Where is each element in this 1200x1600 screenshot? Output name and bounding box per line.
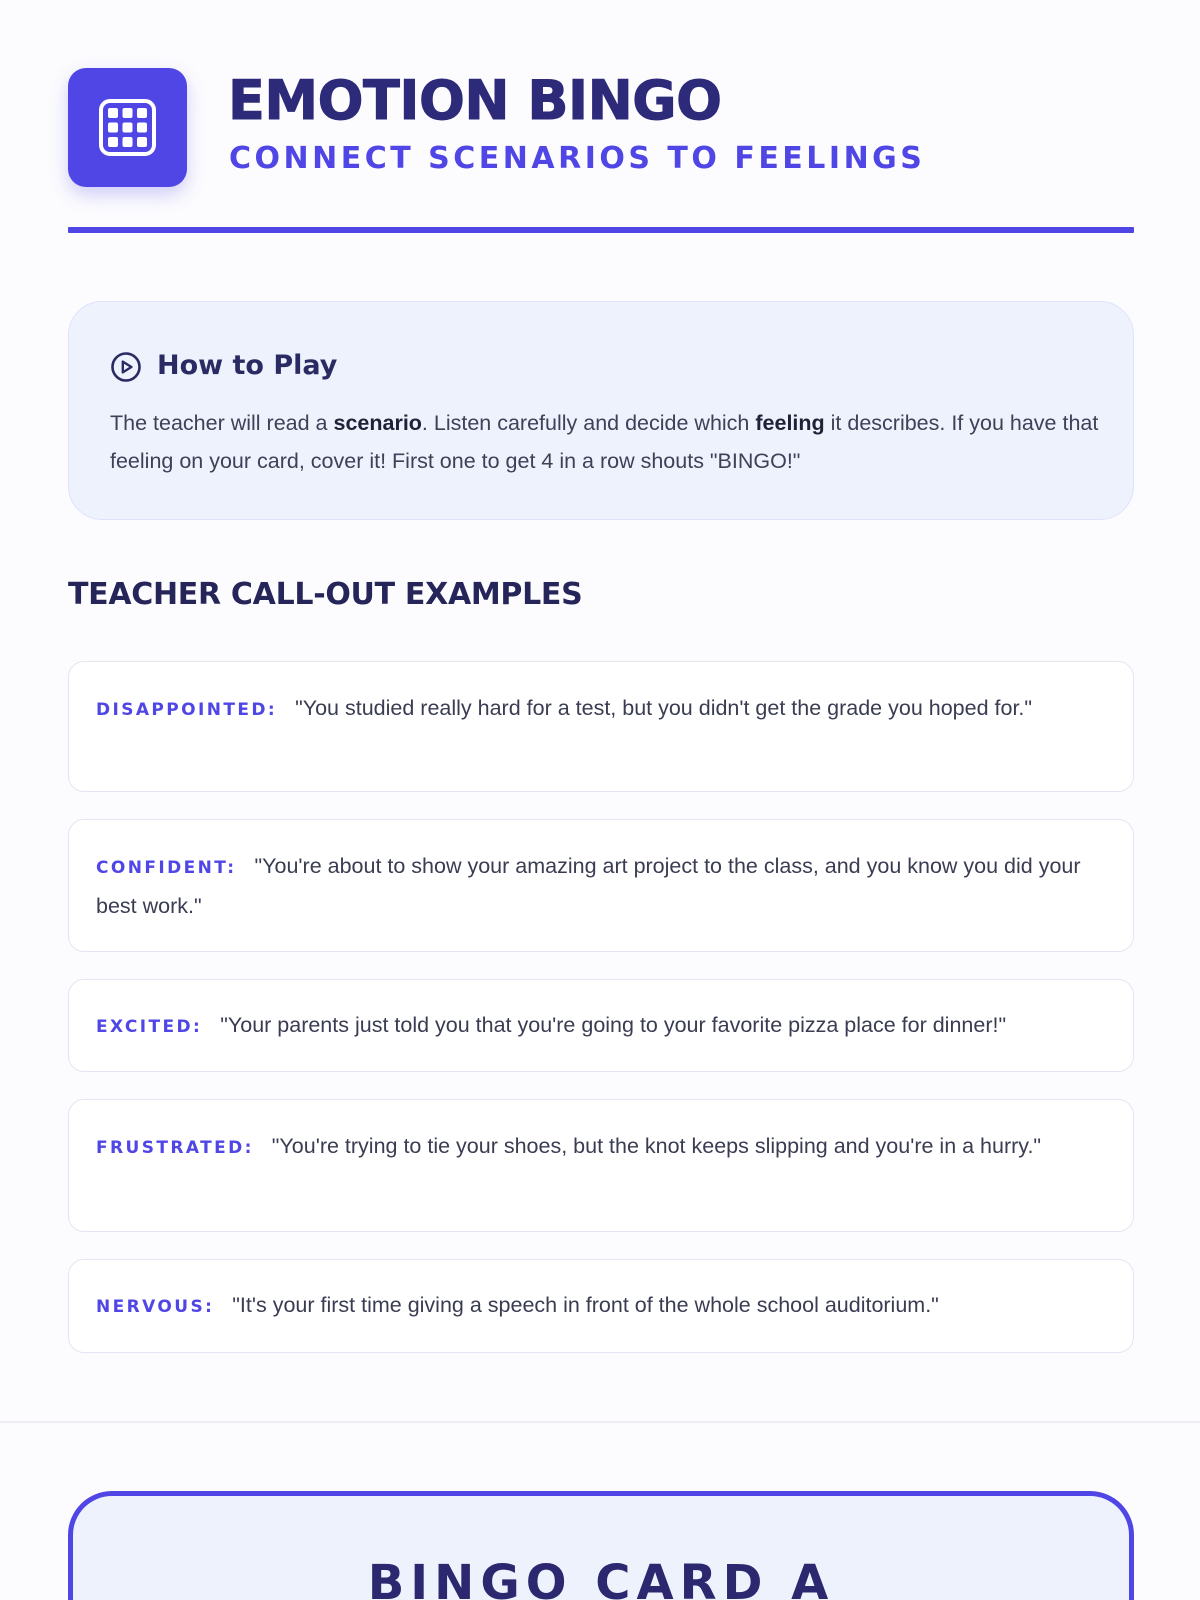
scenario-text: "You're trying to tie your shoes, but the knot keeps slipping and you're in a hurry." <box>271 1134 1042 1158</box>
emotion-label: FRUSTRATED: <box>96 1138 254 1158</box>
example-card <box>68 661 1134 792</box>
scenario-text: "It's your first time giving a speech in front of the whole school auditorium." <box>232 1293 939 1317</box>
play-circle-icon <box>110 351 142 383</box>
keyword-scenario: scenario <box>333 411 422 435</box>
how-to-play-text <box>110 404 1100 480</box>
grid-icon <box>99 99 156 156</box>
example-text <box>96 1006 1108 1046</box>
example-card <box>68 979 1134 1072</box>
bingo-card <box>68 1491 1134 1600</box>
example-text <box>96 1127 1108 1167</box>
page-title: EMOTION BINGO <box>228 69 722 132</box>
scenario-text: "Your parents just told you that you're going to your favorite pizza place for dinner!" <box>220 1013 1007 1037</box>
logo <box>68 68 187 187</box>
header <box>68 68 1134 233</box>
bingo-card-title: BINGO CARD A <box>367 1555 835 1600</box>
emotion-label: DISAPPOINTED: <box>96 700 278 720</box>
examples-section-title: TEACHER CALL-OUT EXAMPLES <box>68 577 583 612</box>
example-text <box>96 1286 1108 1326</box>
emotion-label: NERVOUS: <box>96 1297 215 1317</box>
example-text <box>96 689 1108 729</box>
example-card <box>68 1099 1134 1232</box>
page-subtitle: CONNECT SCENARIOS TO FEELINGS <box>229 141 926 176</box>
how-to-play-text-part: The teacher will read a <box>110 411 334 435</box>
example-card <box>68 819 1134 952</box>
how-to-play-title: How to Play <box>157 350 338 381</box>
scenario-text: "You're about to show your amazing art project to the class, and you know you did your best work." <box>96 854 1081 918</box>
emotion-label: EXCITED: <box>96 1017 203 1037</box>
scenario-text: "You studied really hard for a test, but you didn't get the grade you hoped for." <box>295 696 1033 720</box>
how-to-play-text-part: . Listen carefully and decide which <box>421 411 756 435</box>
how-to-play-panel <box>68 301 1134 520</box>
how-to-play-text-part: it describes. If you have that feeling on your card, cover it! First one to get 4 in a row shouts "BINGO!" <box>110 411 1099 473</box>
keyword-feeling: feeling <box>755 411 825 435</box>
example-text <box>96 847 1108 925</box>
emotion-label: CONFIDENT: <box>96 858 237 878</box>
section-divider <box>0 1421 1200 1423</box>
header-divider <box>68 227 1134 233</box>
example-card <box>68 1259 1134 1353</box>
